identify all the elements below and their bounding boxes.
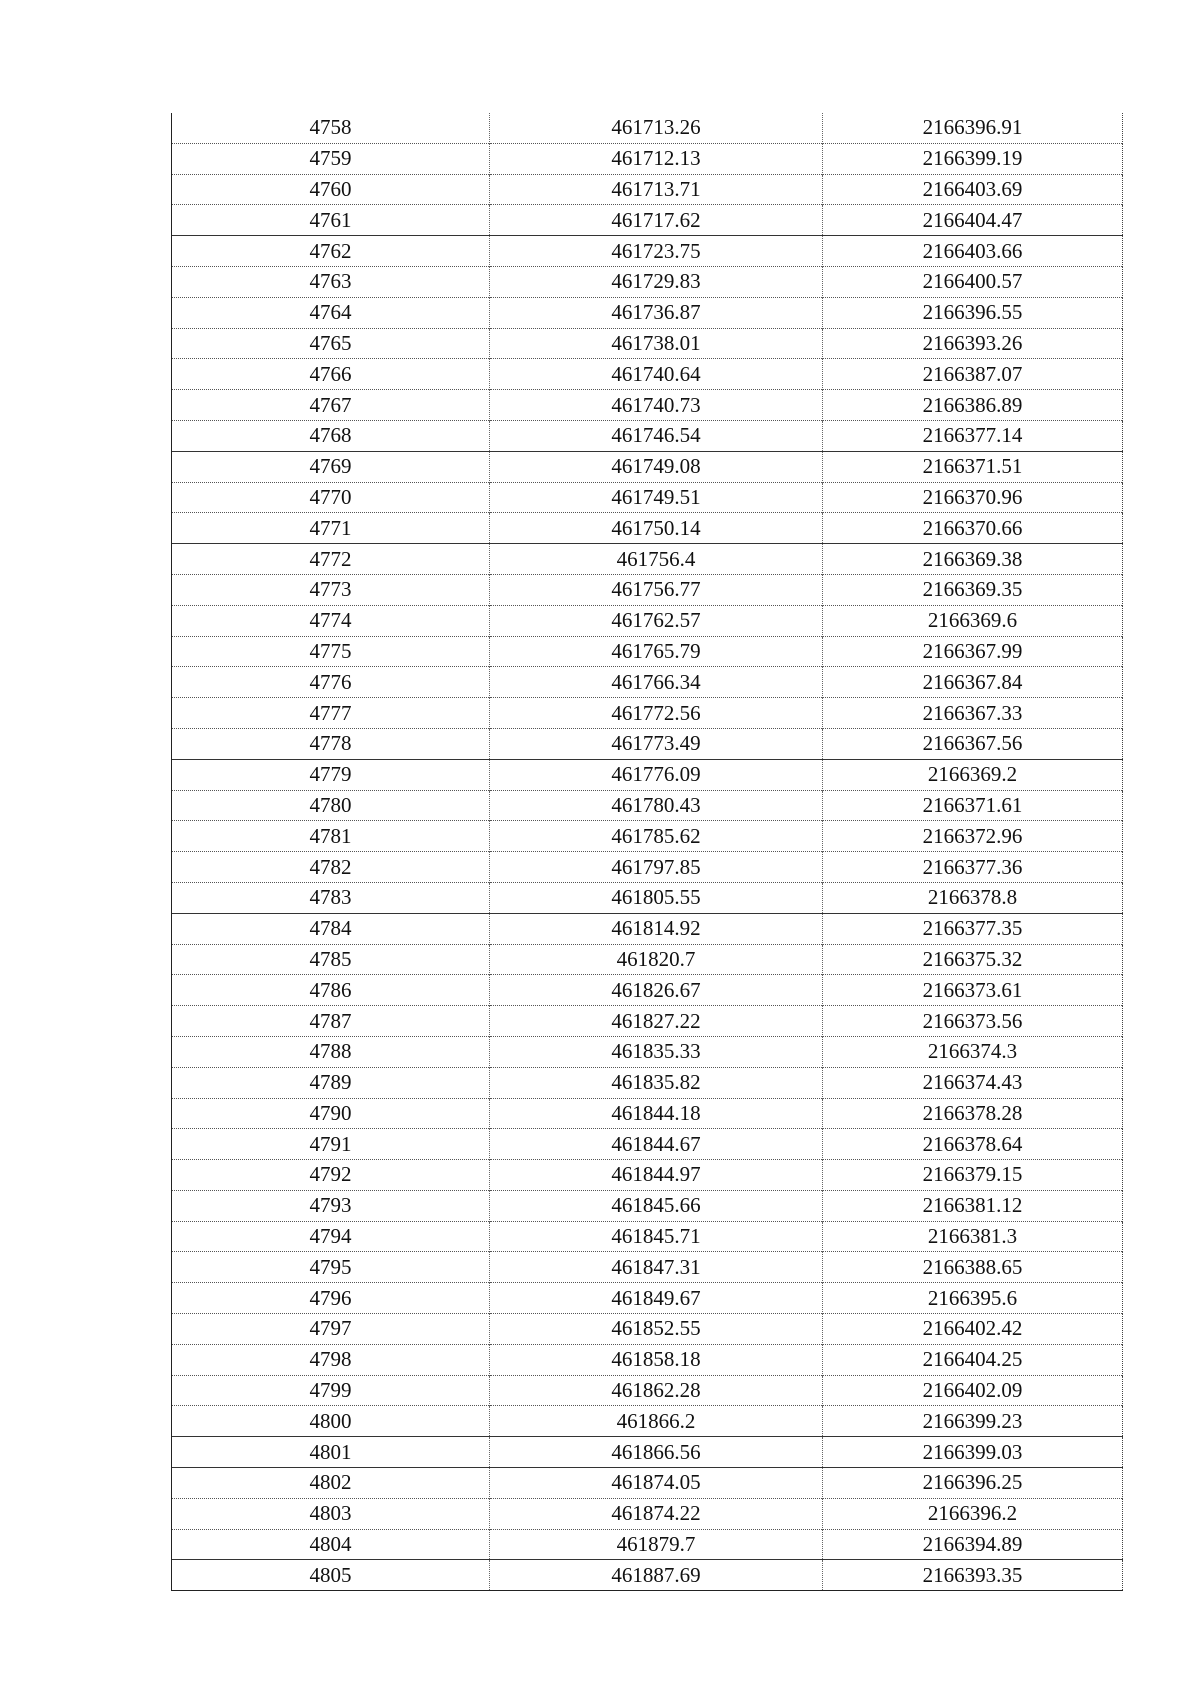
- x-coordinate-cell: 461820.7: [490, 944, 823, 975]
- y-coordinate-cell: 2166374.3: [823, 1036, 1123, 1067]
- table-row: [172, 1375, 1123, 1406]
- point-number-cell: 4774: [172, 605, 490, 636]
- point-number-cell: 4801: [172, 1437, 490, 1468]
- x-coordinate-cell: 461766.34: [490, 667, 823, 698]
- point-number-cell: 4758: [172, 113, 490, 143]
- table-row: [172, 728, 1123, 759]
- x-coordinate-cell: 461845.66: [490, 1190, 823, 1221]
- y-coordinate-cell: 2166393.35: [823, 1560, 1123, 1591]
- point-number-cell: 4778: [172, 728, 490, 759]
- x-coordinate-cell: 461729.83: [490, 266, 823, 297]
- y-coordinate-cell: 2166377.36: [823, 852, 1123, 883]
- table-row: [172, 605, 1123, 636]
- point-number-cell: 4800: [172, 1406, 490, 1437]
- point-number-cell: 4767: [172, 390, 490, 421]
- y-coordinate-cell: 2166374.43: [823, 1067, 1123, 1098]
- x-coordinate-cell: 461845.71: [490, 1221, 823, 1252]
- y-coordinate-cell: 2166367.56: [823, 728, 1123, 759]
- y-coordinate-cell: 2166404.25: [823, 1344, 1123, 1375]
- point-number-cell: 4780: [172, 790, 490, 821]
- y-coordinate-cell: 2166394.89: [823, 1529, 1123, 1560]
- table-row: [172, 390, 1123, 421]
- point-number-cell: 4763: [172, 266, 490, 297]
- table-row: [172, 482, 1123, 513]
- y-coordinate-cell: 2166399.23: [823, 1406, 1123, 1437]
- x-coordinate-cell: 461713.26: [490, 113, 823, 143]
- table-row: [172, 513, 1123, 544]
- point-number-cell: 4772: [172, 544, 490, 575]
- x-coordinate-cell: 461740.64: [490, 359, 823, 390]
- point-number-cell: 4802: [172, 1468, 490, 1499]
- table-row: [172, 698, 1123, 729]
- table-row: [172, 1283, 1123, 1314]
- table-row: [172, 266, 1123, 297]
- y-coordinate-cell: 2166378.64: [823, 1129, 1123, 1160]
- table-row: [172, 236, 1123, 267]
- x-coordinate-cell: 461785.62: [490, 821, 823, 852]
- x-coordinate-cell: 461866.2: [490, 1406, 823, 1437]
- table-row: [172, 913, 1123, 944]
- x-coordinate-cell: 461844.97: [490, 1160, 823, 1191]
- x-coordinate-cell: 461749.51: [490, 482, 823, 513]
- coordinate-table: [171, 113, 1123, 1591]
- table-row: [172, 1468, 1123, 1499]
- x-coordinate-cell: 461835.82: [490, 1067, 823, 1098]
- x-coordinate-cell: 461835.33: [490, 1036, 823, 1067]
- x-coordinate-cell: 461780.43: [490, 790, 823, 821]
- x-coordinate-cell: 461797.85: [490, 852, 823, 883]
- y-coordinate-cell: 2166400.57: [823, 266, 1123, 297]
- point-number-cell: 4788: [172, 1036, 490, 1067]
- x-coordinate-cell: 461773.49: [490, 728, 823, 759]
- table-row: [172, 1098, 1123, 1129]
- point-number-cell: 4796: [172, 1283, 490, 1314]
- point-number-cell: 4770: [172, 482, 490, 513]
- table-row: [172, 1437, 1123, 1468]
- x-coordinate-cell: 461852.55: [490, 1314, 823, 1345]
- y-coordinate-cell: 2166370.96: [823, 482, 1123, 513]
- table-row: [172, 359, 1123, 390]
- table-row: [172, 574, 1123, 605]
- point-number-cell: 4771: [172, 513, 490, 544]
- table-row: [172, 1314, 1123, 1345]
- point-number-cell: 4773: [172, 574, 490, 605]
- point-number-cell: 4776: [172, 667, 490, 698]
- y-coordinate-cell: 2166387.07: [823, 359, 1123, 390]
- table-row: [172, 174, 1123, 205]
- point-number-cell: 4787: [172, 1006, 490, 1037]
- table-row: [172, 1344, 1123, 1375]
- x-coordinate-cell: 461713.71: [490, 174, 823, 205]
- table-row: [172, 1067, 1123, 1098]
- point-number-cell: 4762: [172, 236, 490, 267]
- x-coordinate-cell: 461874.05: [490, 1468, 823, 1499]
- table-row: [172, 1529, 1123, 1560]
- point-number-cell: 4784: [172, 913, 490, 944]
- point-number-cell: 4782: [172, 852, 490, 883]
- x-coordinate-cell: 461756.77: [490, 574, 823, 605]
- point-number-cell: 4790: [172, 1098, 490, 1129]
- y-coordinate-cell: 2166369.35: [823, 574, 1123, 605]
- table-row: [172, 852, 1123, 883]
- x-coordinate-cell: 461740.73: [490, 390, 823, 421]
- y-coordinate-cell: 2166369.6: [823, 605, 1123, 636]
- y-coordinate-cell: 2166377.35: [823, 913, 1123, 944]
- table-row: [172, 667, 1123, 698]
- point-number-cell: 4769: [172, 451, 490, 482]
- x-coordinate-cell: 461723.75: [490, 236, 823, 267]
- table-row: [172, 420, 1123, 451]
- x-coordinate-cell: 461749.08: [490, 451, 823, 482]
- x-coordinate-cell: 461847.31: [490, 1252, 823, 1283]
- x-coordinate-cell: 461887.69: [490, 1560, 823, 1591]
- x-coordinate-cell: 461738.01: [490, 328, 823, 359]
- table-row: [172, 944, 1123, 975]
- table-row: [172, 451, 1123, 482]
- point-number-cell: 4789: [172, 1067, 490, 1098]
- table-row: [172, 1036, 1123, 1067]
- y-coordinate-cell: 2166386.89: [823, 390, 1123, 421]
- y-coordinate-cell: 2166370.66: [823, 513, 1123, 544]
- y-coordinate-cell: 2166388.65: [823, 1252, 1123, 1283]
- y-coordinate-cell: 2166393.26: [823, 328, 1123, 359]
- table-row: [172, 636, 1123, 667]
- table-row: [172, 1160, 1123, 1191]
- y-coordinate-cell: 2166403.66: [823, 236, 1123, 267]
- x-coordinate-cell: 461736.87: [490, 297, 823, 328]
- y-coordinate-cell: 2166402.09: [823, 1375, 1123, 1406]
- point-number-cell: 4760: [172, 174, 490, 205]
- y-coordinate-cell: 2166372.96: [823, 821, 1123, 852]
- y-coordinate-cell: 2166396.2: [823, 1498, 1123, 1529]
- point-number-cell: 4775: [172, 636, 490, 667]
- x-coordinate-cell: 461805.55: [490, 882, 823, 913]
- x-coordinate-cell: 461746.54: [490, 420, 823, 451]
- x-coordinate-cell: 461712.13: [490, 143, 823, 174]
- y-coordinate-cell: 2166395.6: [823, 1283, 1123, 1314]
- table-row: [172, 297, 1123, 328]
- y-coordinate-cell: 2166367.33: [823, 698, 1123, 729]
- x-coordinate-cell: 461849.67: [490, 1283, 823, 1314]
- table-row: [172, 1498, 1123, 1529]
- point-number-cell: 4791: [172, 1129, 490, 1160]
- y-coordinate-cell: 2166404.47: [823, 205, 1123, 236]
- point-number-cell: 4765: [172, 328, 490, 359]
- table-row: [172, 975, 1123, 1006]
- y-coordinate-cell: 2166396.55: [823, 297, 1123, 328]
- y-coordinate-cell: 2166403.69: [823, 174, 1123, 205]
- x-coordinate-cell: 461844.18: [490, 1098, 823, 1129]
- x-coordinate-cell: 461776.09: [490, 759, 823, 790]
- x-coordinate-cell: 461862.28: [490, 1375, 823, 1406]
- y-coordinate-cell: 2166396.25: [823, 1468, 1123, 1499]
- x-coordinate-cell: 461772.56: [490, 698, 823, 729]
- table-row: [172, 205, 1123, 236]
- point-number-cell: 4759: [172, 143, 490, 174]
- table-row: [172, 1406, 1123, 1437]
- y-coordinate-cell: 2166371.51: [823, 451, 1123, 482]
- x-coordinate-cell: 461844.67: [490, 1129, 823, 1160]
- table-row: [172, 1252, 1123, 1283]
- point-number-cell: 4777: [172, 698, 490, 729]
- y-coordinate-cell: 2166373.61: [823, 975, 1123, 1006]
- y-coordinate-cell: 2166367.99: [823, 636, 1123, 667]
- table-row: [172, 1129, 1123, 1160]
- x-coordinate-cell: 461750.14: [490, 513, 823, 544]
- point-number-cell: 4764: [172, 297, 490, 328]
- table-row: [172, 328, 1123, 359]
- point-number-cell: 4805: [172, 1560, 490, 1591]
- table-row: [172, 544, 1123, 575]
- point-number-cell: 4768: [172, 420, 490, 451]
- y-coordinate-cell: 2166381.12: [823, 1190, 1123, 1221]
- table-row: [172, 1221, 1123, 1252]
- y-coordinate-cell: 2166369.38: [823, 544, 1123, 575]
- point-number-cell: 4792: [172, 1160, 490, 1191]
- point-number-cell: 4781: [172, 821, 490, 852]
- x-coordinate-cell: 461858.18: [490, 1344, 823, 1375]
- y-coordinate-cell: 2166379.15: [823, 1160, 1123, 1191]
- table-row: [172, 1560, 1123, 1591]
- point-number-cell: 4785: [172, 944, 490, 975]
- table-row: [172, 143, 1123, 174]
- coordinate-table-body: [172, 113, 1123, 1591]
- table-row: [172, 1190, 1123, 1221]
- y-coordinate-cell: 2166399.19: [823, 143, 1123, 174]
- x-coordinate-cell: 461879.7: [490, 1529, 823, 1560]
- table-row: [172, 1006, 1123, 1037]
- x-coordinate-cell: 461756.4: [490, 544, 823, 575]
- y-coordinate-cell: 2166373.56: [823, 1006, 1123, 1037]
- point-number-cell: 4786: [172, 975, 490, 1006]
- point-number-cell: 4783: [172, 882, 490, 913]
- x-coordinate-cell: 461826.67: [490, 975, 823, 1006]
- y-coordinate-cell: 2166378.28: [823, 1098, 1123, 1129]
- point-number-cell: 4793: [172, 1190, 490, 1221]
- point-number-cell: 4794: [172, 1221, 490, 1252]
- y-coordinate-cell: 2166377.14: [823, 420, 1123, 451]
- table-row: [172, 759, 1123, 790]
- y-coordinate-cell: 2166367.84: [823, 667, 1123, 698]
- y-coordinate-cell: 2166375.32: [823, 944, 1123, 975]
- point-number-cell: 4761: [172, 205, 490, 236]
- point-number-cell: 4803: [172, 1498, 490, 1529]
- point-number-cell: 4798: [172, 1344, 490, 1375]
- point-number-cell: 4766: [172, 359, 490, 390]
- x-coordinate-cell: 461765.79: [490, 636, 823, 667]
- point-number-cell: 4799: [172, 1375, 490, 1406]
- y-coordinate-cell: 2166396.91: [823, 113, 1123, 143]
- table-row: [172, 790, 1123, 821]
- y-coordinate-cell: 2166369.2: [823, 759, 1123, 790]
- y-coordinate-cell: 2166378.8: [823, 882, 1123, 913]
- y-coordinate-cell: 2166381.3: [823, 1221, 1123, 1252]
- point-number-cell: 4779: [172, 759, 490, 790]
- point-number-cell: 4804: [172, 1529, 490, 1560]
- table-row: [172, 821, 1123, 852]
- point-number-cell: 4797: [172, 1314, 490, 1345]
- x-coordinate-cell: 461762.57: [490, 605, 823, 636]
- x-coordinate-cell: 461717.62: [490, 205, 823, 236]
- x-coordinate-cell: 461874.22: [490, 1498, 823, 1529]
- table-row: [172, 882, 1123, 913]
- point-number-cell: 4795: [172, 1252, 490, 1283]
- x-coordinate-cell: 461866.56: [490, 1437, 823, 1468]
- x-coordinate-cell: 461814.92: [490, 913, 823, 944]
- table-row: [172, 113, 1123, 143]
- x-coordinate-cell: 461827.22: [490, 1006, 823, 1037]
- y-coordinate-cell: 2166399.03: [823, 1437, 1123, 1468]
- y-coordinate-cell: 2166371.61: [823, 790, 1123, 821]
- y-coordinate-cell: 2166402.42: [823, 1314, 1123, 1345]
